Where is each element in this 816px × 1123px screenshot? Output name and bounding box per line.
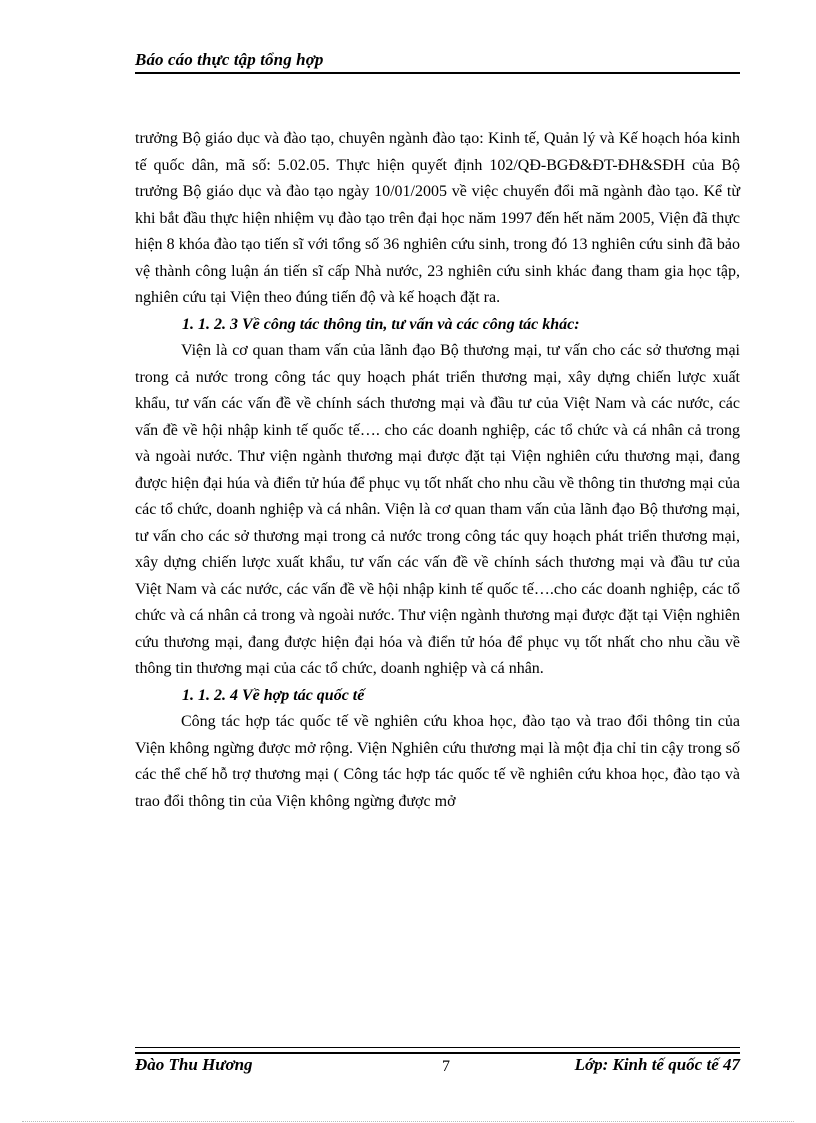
footer-rule [135,1047,740,1054]
footer-author: Đào Thu Hương [135,1055,253,1074]
page-number: 7 [442,1058,450,1075]
page-header [135,48,740,74]
paragraph-international-cooperation: Công tác hợp tác quốc tế về nghiên cứu khoa học, đào tạo và trao đổi thông tin của Viện không ngừng được mở rộng. Viện Nghiên cứu thương mại là một địa chỉ tin cậy trong số các thể chế hỗ trợ thương mại ( Công tác hợp tác quốc tế về nghiên cứu khoa học, đào tạo và trao đổi thông tin của Viện không ngừng được mở [135,713,740,810]
paragraph-doctoral-training: trưởng Bộ giáo dục và đào tạo, chuyên ngành đào tạo: Kinh tế, Quản lý và Kế hoạch hóa kinh tế quốc dân, mã số: 5.02.05. Thực hiện quyết định 102/QĐ-BGĐ&ĐT-ĐH&SĐH của Bộ trưởng Bộ giáo dục và đào tạo ngày 10/01/2005 về việc chuyển đổi mã ngành đào tạo. Kể từ khi bắt đầu thực hiện nhiệm vụ đào tạo trên đại học năm 1997 đến hết năm 2005, Viện đã thực hiện 8 khóa đào tạo tiến sĩ với tổng số 36 nghiên cứu sinh, trong đó 13 nghiên cứu sinh đã bảo vệ thành công luận án tiến sĩ cấp Nhà nước, 23 nghiên cứu sinh khác đang tham gia học tập, nghiên cứu tại Viện theo đúng tiến độ và kế hoạch đặt ra. [135,130,740,306]
header-title: Báo cáo thực tập tổng hợp [135,50,324,69]
page-edge-divider [22,1121,794,1122]
section-heading-information-consulting: 1. 1. 2. 3 Về công tác thông tin, tư vấn và các công tác khác: [182,315,580,333]
footer-class-label: Lớp: Kinh tế quốc tế 47 [574,1055,740,1074]
paragraph-information-consulting: Viện là cơ quan tham vấn của lãnh đạo Bộ thương mại, tư vấn cho các sở thương mại trong cả nước trong công tác quy hoạch phát triển thương mại, xây dựng chiến lược xuất khẩu, tư vấn các vấn đề về chính sách thương mại và đầu tư của Việt Nam và các nước, các vấn đề về hội nhập kinh tế quốc tế…. cho các doanh nghiệp, các tổ chức và cá nhân cả trong và ngoài nước. Thư viện ngành thương mại được đặt tại Viện nghiên cứu thương mại, đang được hiện đại húa và điển tử húa để phục vụ tốt nhất cho nhu cầu về thông tin thương mại của các tổ chức, doanh nghiệp và cá nhân. Viện là cơ quan tham vấn của lãnh đạo Bộ thương mại, tư vấn cho các sở thương mại trong cả nước trong công tác quy hoạch phát triển thương mại, xây dựng chiến lược xuất khẩu, tư vấn các vấn đề về chính sách thương mại và đầu tư của Việt Nam và các nước, các vấn đề về hội nhập kinh tế quốc tế….cho các doanh nghiệp, các tổ chức và cá nhân cả trong và ngoài nước. Thư viện ngành thương mại được đặt tại Viện nghiên cứu thương mại, đang được hiện đại hóa và điển tử hóa để phục vụ tốt nhất cho nhu cầu về thông tin thương mại của các tổ chức, doanh nghiệp và cá nhân. [135,342,740,677]
body-text [135,126,740,815]
section-heading-international-cooperation: 1. 1. 2. 4 Về hợp tác quốc tế [182,686,365,704]
page-footer [135,1047,740,1087]
header-rule [135,72,740,74]
